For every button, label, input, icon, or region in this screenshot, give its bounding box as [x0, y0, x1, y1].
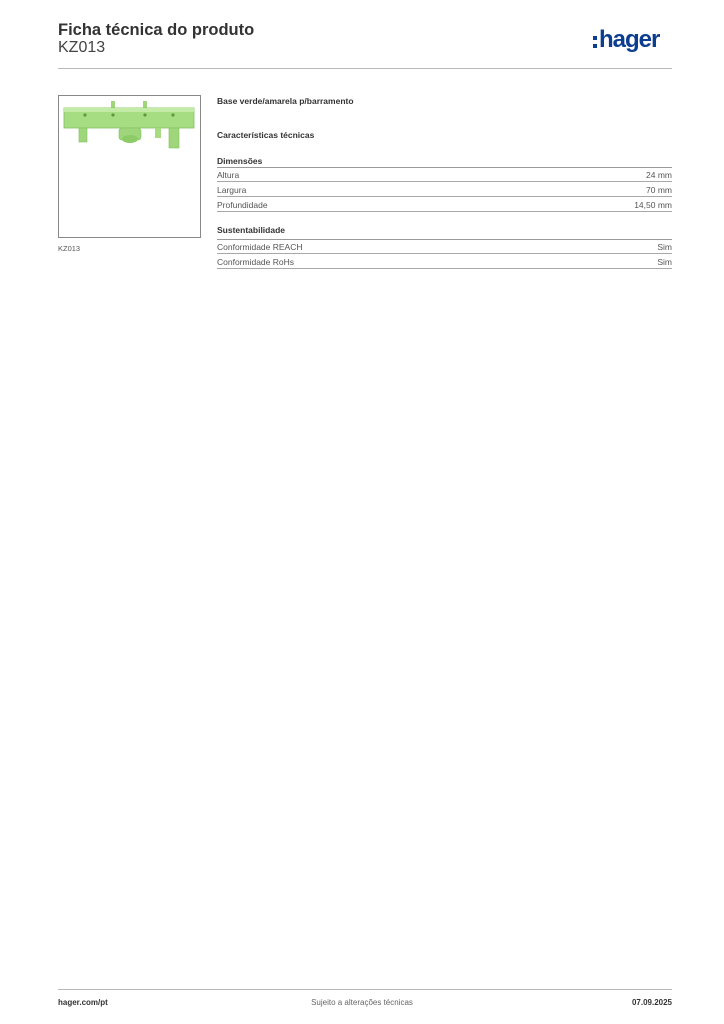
header-divider: [58, 68, 672, 69]
technical-characteristics-title: Características técnicas: [217, 130, 315, 140]
spec-value: Sim: [657, 242, 672, 252]
footer-date: 07.09.2025: [631, 998, 672, 1007]
hager-logo: [593, 28, 675, 56]
page-title: Ficha técnica do produto: [58, 21, 255, 39]
footer-divider: [58, 989, 672, 990]
spec-value: 70 mm: [646, 185, 672, 195]
spec-label: Profundidade: [217, 200, 268, 210]
green-busbar-base-icon: [59, 96, 200, 237]
logo-dot-bottom: [593, 44, 597, 48]
spec-row: [217, 240, 672, 254]
spec-row: [217, 255, 672, 269]
logo-dot-top: [593, 36, 597, 40]
product-image-frame: [58, 95, 201, 238]
spec-row: [217, 168, 672, 182]
group-title-dimensions: Dimensões: [217, 156, 263, 166]
footer-note: Sujeito a alterações técnicas: [311, 998, 413, 1007]
footer-website[interactable]: hager.com/pt: [58, 998, 108, 1007]
spec-label: Largura: [217, 185, 247, 195]
image-caption: KZ013: [58, 244, 81, 253]
spec-value: Sim: [657, 257, 672, 267]
spec-label: Conformidade RoHs: [217, 257, 295, 267]
product-code: KZ013: [58, 39, 106, 56]
spec-row: [217, 183, 672, 197]
logo-text: hager: [599, 26, 660, 53]
spec-label: Altura: [217, 170, 240, 180]
spec-label: Conformidade REACH: [217, 242, 303, 252]
group-title-sustainability: Sustentabilidade: [217, 225, 286, 235]
product-name: Base verde/amarela p/barramento: [217, 96, 354, 106]
spec-value: 14,50 mm: [634, 200, 672, 210]
spec-row: [217, 198, 672, 212]
spec-value: 24 mm: [646, 170, 672, 180]
